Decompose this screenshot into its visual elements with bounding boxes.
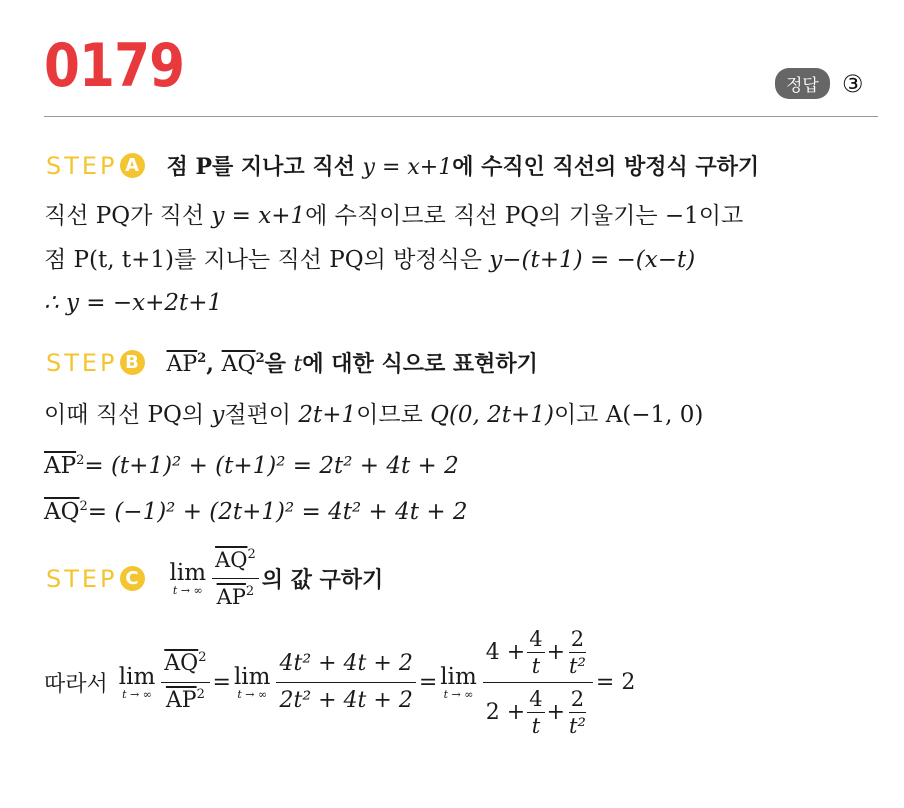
limit-word: lim	[233, 663, 271, 690]
step-a-heading	[46, 150, 759, 181]
step-c-title	[167, 545, 384, 612]
fraction: $\frac{\overline{AQ}^2}{\overline{AP}^2}$	[212, 545, 259, 612]
body-a-line-1	[44, 201, 743, 231]
limit-word: lim	[169, 559, 207, 586]
segment-aq: $\overline{AQ}$	[215, 548, 248, 572]
text: 점	[166, 155, 188, 180]
segment-ap: $\overline{AP}$	[44, 453, 77, 479]
denominator: t	[531, 714, 541, 738]
text: 4 +	[485, 639, 526, 665]
denominator: t²	[569, 654, 586, 678]
text: P	[195, 154, 213, 180]
text: 을	[264, 352, 286, 377]
body-c-line	[44, 626, 635, 739]
numerator: 2	[570, 687, 585, 711]
small-fraction	[567, 686, 588, 739]
text: −1	[664, 203, 699, 229]
text: 점	[44, 247, 67, 273]
equation: y−(t+1) = −(x−t)	[489, 247, 696, 273]
limit	[170, 561, 207, 597]
fraction-1: $\frac{\overline{AQ}^2}{\overline{AP}^2}$	[161, 649, 209, 716]
answer-badge: 정답	[775, 68, 830, 99]
step-label: STEP	[46, 151, 118, 180]
text: 따라서	[44, 672, 108, 697]
text: 에 수직이므로 직선	[305, 203, 498, 229]
header-divider	[44, 116, 878, 117]
text: 2 +	[485, 699, 526, 725]
text: 에 대한 식으로 표현하기	[302, 352, 538, 377]
variable: y	[211, 402, 225, 428]
small-fraction	[527, 626, 544, 679]
expression: 2t+1	[298, 402, 357, 428]
step-label: STEP	[46, 348, 118, 377]
numerator: 2	[570, 627, 585, 651]
numerator: 4	[529, 687, 543, 711]
denominator: 2t² + 4t + 2	[279, 688, 413, 713]
equation: ∴ y = −x+2t+1	[44, 290, 223, 316]
limit-subscript: t → ∞	[443, 687, 474, 701]
numerator: 4t² + 4t + 2	[276, 649, 415, 683]
denominator: t	[531, 654, 541, 678]
text: 를 지나는 직선	[173, 247, 322, 273]
limit	[440, 665, 477, 701]
point: P(t, t+1)	[73, 247, 174, 273]
step-letter-badge: A	[120, 153, 145, 178]
problem-number: 0179	[44, 31, 185, 101]
text: 의 기울기는	[539, 203, 658, 229]
body-b-line-3: $\overline{AQ}^2= (-1)^2 + (2t+1)^2 = 4t^2 + 4t + 2$	[44, 499, 468, 525]
limit	[119, 665, 156, 701]
step-b-heading	[46, 347, 538, 378]
step-letter-badge: C	[120, 566, 145, 591]
segment-aq: $\overline{AQ}$	[44, 499, 80, 525]
numerator: 4	[529, 627, 543, 651]
limit	[234, 665, 271, 701]
text: 이고	[698, 203, 744, 229]
body-a-line-3	[44, 288, 222, 318]
small-fraction	[527, 686, 544, 739]
text: 의	[181, 402, 205, 428]
variable: t	[293, 352, 303, 377]
text: 의 방정식은	[363, 247, 482, 273]
fraction-3	[483, 626, 593, 739]
body-b-line-2: $\overline{AP}^2= (t+1)^2 + (t+1)^2 = 2t^2 + 4t + 2$	[44, 453, 459, 479]
point: A(−1, 0)	[605, 402, 704, 428]
text: 를 지나고 직선	[212, 155, 355, 180]
denominator: t²	[569, 714, 586, 738]
step-a-title	[167, 150, 760, 181]
text: 직선	[44, 203, 89, 229]
segment-aq: $\overline{AQ}$	[164, 651, 199, 676]
small-fraction	[567, 626, 588, 679]
text: 가 직선	[130, 203, 205, 229]
equation: y = x+1	[211, 203, 306, 229]
step-c-heading	[46, 545, 383, 612]
text: 이므로	[356, 402, 423, 428]
equals: =	[418, 670, 438, 695]
step-letter-badge: B	[120, 350, 145, 375]
limit-word: lim	[440, 663, 477, 690]
fraction-2	[276, 649, 415, 716]
equation: y = x+1	[362, 155, 453, 180]
text: +	[546, 699, 566, 725]
text: PQ	[504, 203, 540, 229]
text: 절편이	[224, 402, 292, 428]
text: PQ	[147, 402, 182, 428]
text: +	[546, 639, 566, 665]
text: 이고	[553, 402, 599, 428]
text: PQ	[329, 247, 364, 273]
equation: = (t+1)² + (t+1)² = 2t² + 4t + 2	[84, 453, 459, 479]
limit-subscript: t → ∞	[172, 583, 203, 597]
answer	[775, 68, 863, 99]
text: ,	[206, 351, 214, 377]
equals: =	[212, 670, 231, 695]
step-b-title: $\overline{AP}^2$, $\overline{AQ}^2$을 t에 대한 식으로 표현하기	[166, 351, 538, 377]
text: 의 값 구하기	[261, 568, 384, 593]
result: = 2	[595, 670, 636, 695]
segment-ap: $\overline{AP}$	[216, 585, 246, 609]
step-label: STEP	[46, 564, 118, 593]
limit-subscript: t → ∞	[237, 687, 268, 701]
limit-word: lim	[118, 663, 156, 690]
equation: = (−1)² + (2t+1)² = 4t² + 4t + 2	[87, 499, 468, 525]
text: PQ	[95, 203, 131, 229]
body-b-line-1	[44, 400, 703, 430]
body-a-line-2	[44, 245, 695, 275]
text: 이때 직선	[44, 402, 141, 428]
limit-subscript: t → ∞	[122, 687, 152, 701]
segment-ap: $\overline{AP}$	[165, 688, 197, 713]
answer-value: ③	[841, 69, 864, 98]
segment-aq: $\overline{AQ}$	[221, 352, 256, 377]
segment-ap: $\overline{AP}$	[166, 352, 198, 377]
point: Q(0, 2t+1)	[430, 402, 554, 428]
text: 에 수직인 직선의 방정식 구하기	[452, 155, 760, 180]
